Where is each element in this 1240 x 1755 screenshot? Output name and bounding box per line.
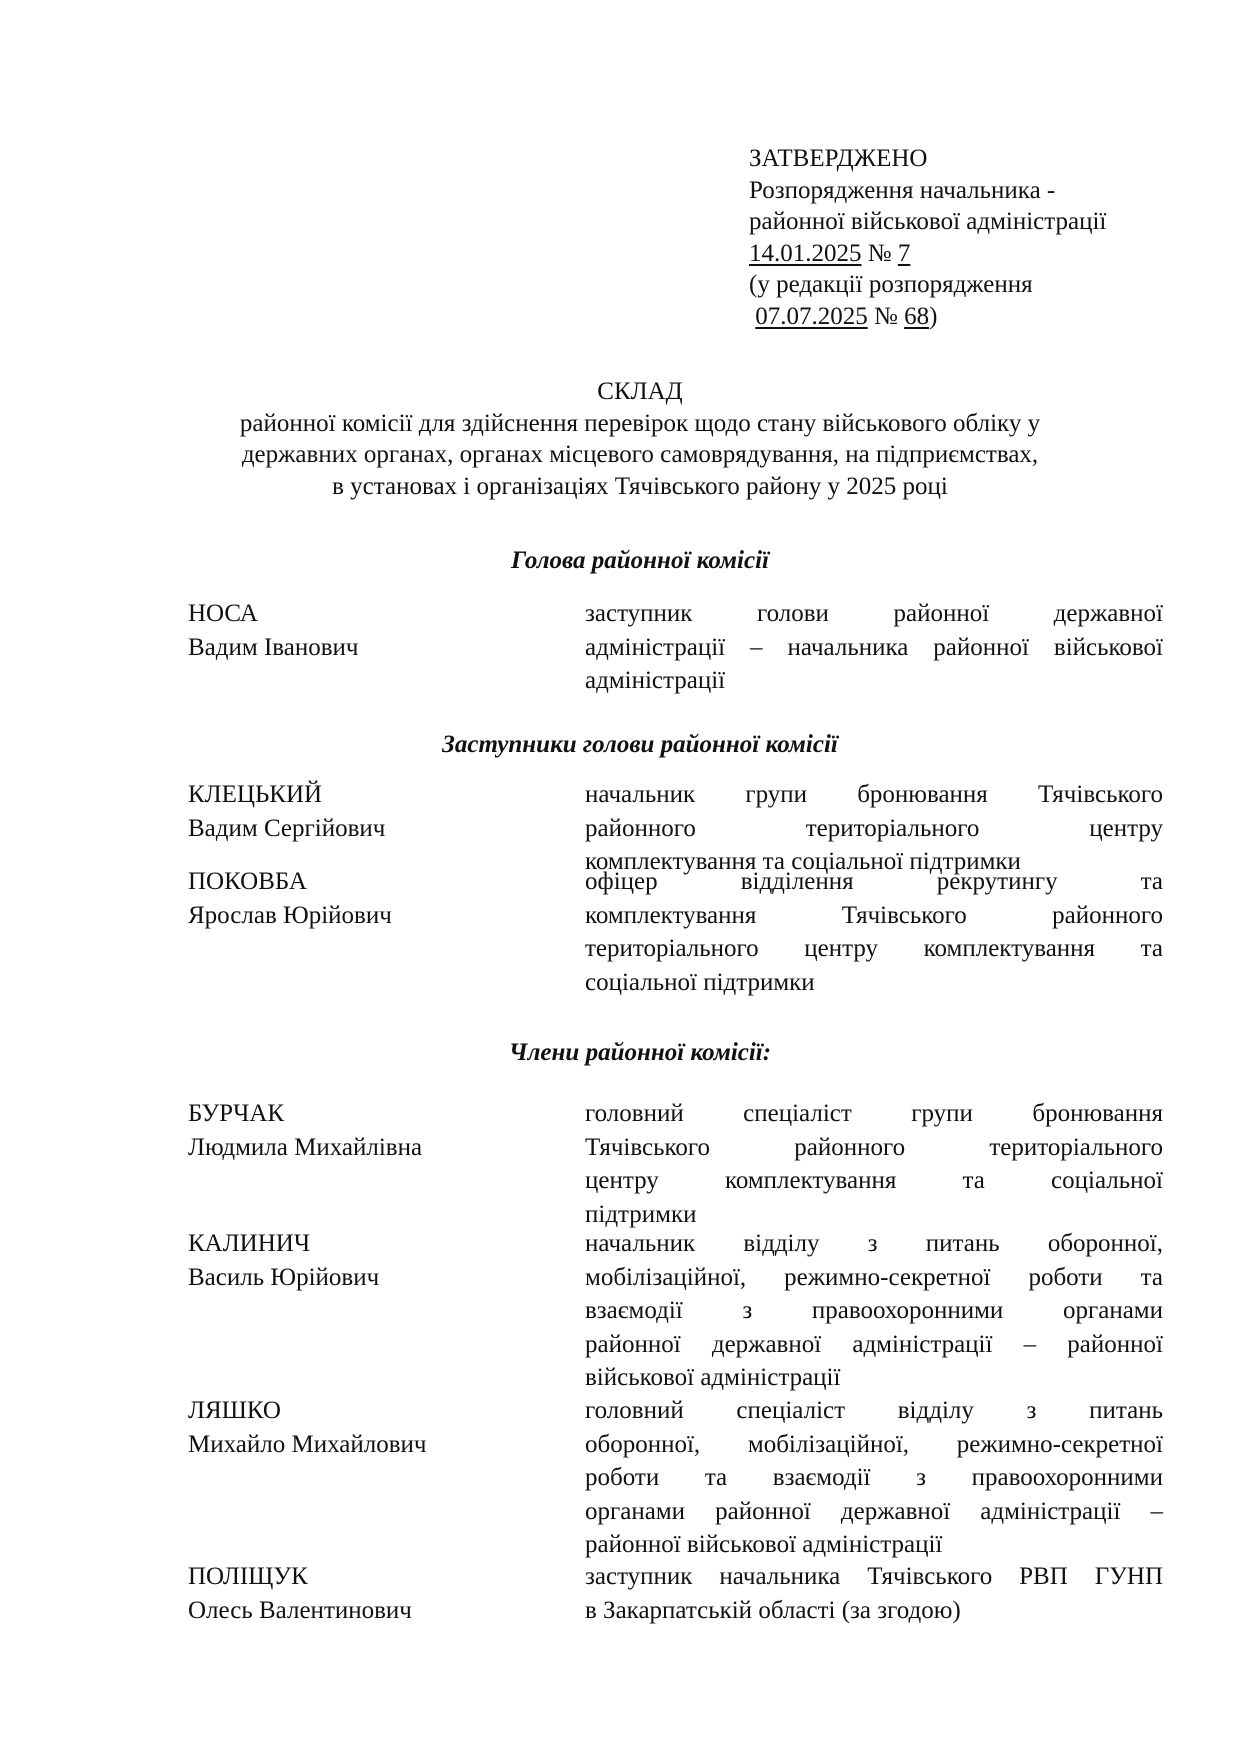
- document-title: СКЛАД: [597, 378, 683, 405]
- member-name: [188, 778, 568, 845]
- member-position-line: оборонної, мобілізаційної, режимно-секретної: [585, 1430, 1163, 1458]
- member-position-line: взаємодії з правоохоронними органами: [585, 1297, 1163, 1324]
- member-position-line: адміністрації – начальника районної військової: [585, 633, 1163, 661]
- section-heading-chair: Голова районної комісії: [511, 547, 769, 574]
- member-given-names: Вадим Сергійович: [188, 814, 386, 842]
- approval-line: районної військової адміністрації: [749, 208, 1107, 235]
- member-position: [585, 1097, 1163, 1231]
- document-heading: [150, 376, 1130, 502]
- approval-edition-ref: [749, 301, 1106, 333]
- member-surname: ПОКОВБА: [188, 868, 307, 895]
- member-position-line: офіцер відділення рекрутингу та: [585, 868, 1163, 895]
- member-position-line: в Закарпатській області (за згодою): [585, 1596, 961, 1624]
- member-position-line: органами районної державної адміністрації –: [585, 1497, 1163, 1525]
- member-position-line: начальник групи бронювання Тячівського: [585, 781, 1163, 808]
- edition-close-paren: ): [929, 302, 938, 330]
- member-name: [188, 597, 568, 664]
- edition-number-sign: №: [874, 302, 898, 330]
- member-name: [188, 1394, 568, 1461]
- member-position: [585, 1394, 1163, 1562]
- document-subtitle-line: районної комісії для здійснення перевірок щодо стану військового обліку у: [239, 409, 1041, 437]
- member-position-line: начальник відділу з питань оборонної,: [585, 1230, 1163, 1257]
- approval-title: ЗАТВЕРДЖЕНО: [749, 145, 928, 172]
- member-name: [188, 1097, 568, 1164]
- member-position-line: районної військової адміністрації: [585, 1531, 943, 1558]
- document-subtitle-line: державних органах, органах місцевого самоврядування, на підприємствах,: [241, 441, 1039, 468]
- member-given-names: Людмила Михайлівна: [188, 1133, 423, 1161]
- member-position-line: адміністрації: [585, 667, 726, 694]
- approval-order-ref: [749, 238, 1106, 270]
- member-position: [585, 865, 1163, 999]
- member-position-line: заступник голови районної державної: [585, 600, 1163, 627]
- member-surname: ПОЛІЩУК: [188, 1563, 308, 1590]
- member-position-line: Тячівського районного територіального: [585, 1133, 1163, 1161]
- edition-number: 68: [904, 302, 930, 330]
- member-position-line: територіального центру комплектування та: [585, 935, 1163, 962]
- member-position-line: роботи та взаємодії з правоохоронними: [585, 1464, 1163, 1491]
- member-surname: БУРЧАК: [188, 1100, 285, 1127]
- member-position-line: мобілізаційної, режимно-секретної роботи та: [585, 1263, 1163, 1291]
- member-position-line: підтримки: [585, 1200, 697, 1228]
- order-date: 14.01.2025: [749, 239, 862, 267]
- member-position-line: комплектування та соціальної підтримки: [585, 848, 1021, 875]
- member-given-names: Вадим Іванович: [188, 633, 359, 661]
- section-heading-members: Члени районної комісії:: [508, 1039, 772, 1066]
- member-name: [188, 1227, 568, 1294]
- member-position: [585, 597, 1163, 698]
- section-heading-deputies: Заступники голови районної комісії: [442, 731, 838, 758]
- member-surname: ЛЯШКО: [188, 1397, 281, 1424]
- member-position: [585, 1227, 1163, 1395]
- member-position-line: заступник начальника Тячівського РВП ГУНП: [585, 1563, 1163, 1590]
- member-name: [188, 865, 568, 932]
- member-position-line: центру комплектування та соціальної: [585, 1167, 1163, 1194]
- member-given-names: Василь Юрійович: [188, 1263, 380, 1291]
- member-given-names: Михайло Михайлович: [188, 1430, 427, 1458]
- member-given-names: Олесь Валентинович: [188, 1596, 412, 1624]
- approval-edition: (у редакції розпорядження: [749, 271, 1033, 298]
- member-name: [188, 1560, 568, 1627]
- member-position-line: районної державної адміністрації – районної: [585, 1330, 1163, 1358]
- document-subtitle-line: в установах і організаціях Тячівського району у 2025 році: [332, 472, 948, 500]
- member-position-line: головний спеціаліст групи бронювання: [585, 1100, 1163, 1127]
- approval-line: Розпорядження начальника -: [749, 176, 1056, 204]
- member-position-line: головний спеціаліст відділу з питань: [585, 1397, 1163, 1424]
- member-position-line: районного територіального центру: [585, 814, 1163, 842]
- member-surname: КАЛИНИЧ: [188, 1230, 311, 1257]
- member-surname: КЛЕЦЬКИЙ: [188, 781, 323, 808]
- member-given-names: Ярослав Юрійович: [188, 901, 392, 929]
- member-position: [585, 778, 1163, 879]
- member-surname: НОСА: [188, 600, 258, 627]
- approval-stamp-block: [749, 143, 1106, 332]
- member-position-line: військової адміністрації: [585, 1364, 841, 1391]
- order-number-sign: №: [867, 239, 892, 267]
- order-number: 7: [897, 239, 911, 267]
- member-position-line: комплектування Тячівського районного: [585, 901, 1163, 929]
- member-position: [585, 1560, 1163, 1627]
- member-position-line: соціальної підтримки: [585, 968, 815, 996]
- edition-date: 07.07.2025: [755, 302, 868, 330]
